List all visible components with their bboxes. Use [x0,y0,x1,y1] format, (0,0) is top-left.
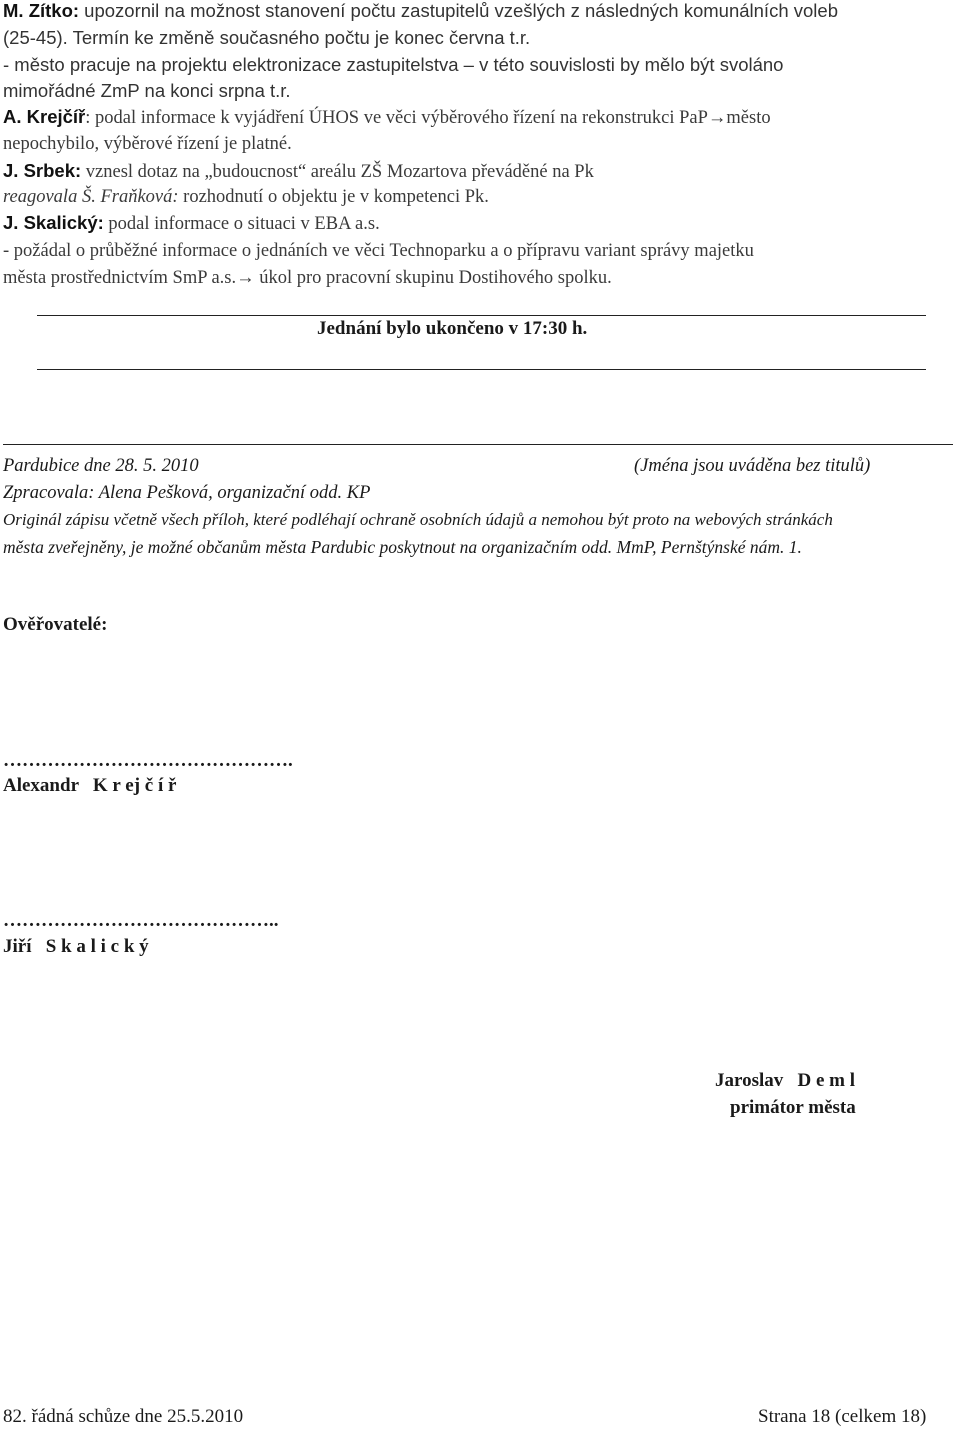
skalicky-text-3b: úkol pro pracovní skupinu Dostihového spolku. [254,268,612,288]
frankova-line [3,186,489,208]
arrow-icon: → [707,108,727,128]
krejcir-line-1 [3,106,771,129]
speaker-krejcir: A. Krejčíř [3,106,86,127]
verifier-2-name: Jiří S k a l i c k ý [3,936,149,957]
mayor-name: Jaroslav D e m l [715,1070,856,1091]
srbek-line [3,160,594,183]
zitko-text-3: - město pracuje na projektu elektronizace zastupitelstva – v této souvislosti by mělo být svoláno [3,54,784,75]
place-date: Pardubice dne 28. 5. 2010 [3,456,199,476]
speaker-srbek: J. Srbek: [3,160,82,181]
divider-top [37,315,926,316]
skalicky-text-3a: města prostřednictvím SmP a.s. [3,268,237,288]
arrow-icon: → [236,268,255,288]
frankova-text: rozhodnutí o objektu je v kompetenci Pk. [178,187,489,207]
zitko-text-2: (25-45). Termín ke změně současného počtu je konec června t.r. [3,27,531,48]
verifier-1-name: Alexandr K r ej č í ř [3,775,177,796]
session-info: 82. řádná schůze dne 25.5.2010 [3,1406,244,1427]
frankova-italic: reagovala Š. Fraňková: [3,187,179,207]
signature-line-2: …………………………………….. [3,910,279,931]
krejcir-text-2: nepochybilo, výběrové řízení je platné. [3,134,292,154]
skalicky-line-1 [3,212,380,235]
skalicky-line-3 [3,267,612,289]
signature-line-1: ………………………………………. [3,750,293,771]
speaker-skalicky: J. Skalický: [3,212,104,233]
verifiers-heading: Ověřovatelé: [3,614,108,635]
mayor-title: primátor města [730,1097,856,1118]
names-note: (Jména jsou uváděna bez titulů) [634,456,871,476]
skalicky-text-1: podal informace o situaci v EBA a.s. [103,214,380,234]
srbek-text: vznesl dotaz na „budoucnost“ areálu ZŠ Mozartova převáděné na Pk [81,162,594,182]
zitko-text-1: upozornil na možnost stanovení počtu zastupitelů vzešlých z následných komunálních voleb [79,0,838,21]
divider-bottom [37,369,926,370]
krejcir-text-1b: město [726,108,771,128]
speaker-zitko: M. Zítko: [3,0,80,21]
page-number: Strana 18 (celkem 18) [758,1406,927,1427]
zitko-text-4: mimořádné ZmP na konci srpna t.r. [3,80,291,101]
original-note-2: města zveřejněny, je možné občanům města Pardubic poskytnout na organizačním odd. MmP, Pernštýnské nám. 1. [3,537,802,557]
skalicky-text-2: - požádal o průběžné informace o jednáních ve věci Technoparku a o přípravu variant správy majetku [3,241,754,261]
zitko-line-1 [3,0,838,23]
closing-text: Jednání bylo ukončeno v 17:30 h. [317,318,588,339]
krejcir-text-1: : podal informace k vyjádření ÚHOS ve věci výběrového řízení na rekonstrukci PaP [85,108,708,128]
divider-footer [3,444,953,445]
prepared-by: Zpracovala: Alena Pešková, organizační odd. KP [3,483,371,503]
original-note-1: Originál zápisu včetně všech příloh, které podléhají ochraně osobních údajů a nemohou být proto na webových stránkách [3,510,833,529]
